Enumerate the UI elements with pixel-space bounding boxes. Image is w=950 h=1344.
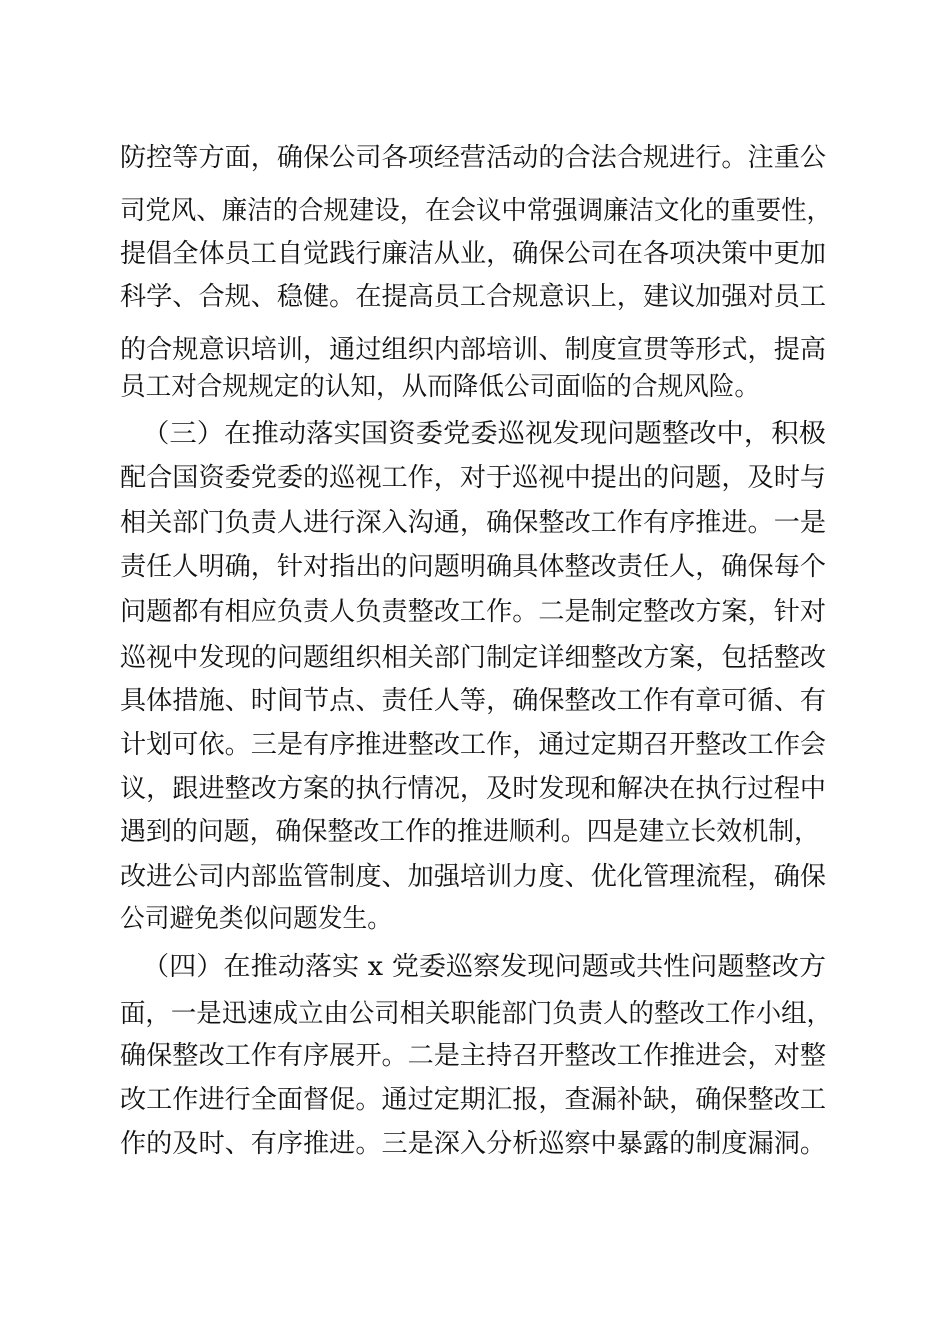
text-line — [0, 855, 950, 899]
text-line — [0, 1078, 950, 1122]
section-3-heading: （三）在推动落实国资委党委巡视发现问题整改中，积极 — [142, 419, 827, 449]
section-heading-line — [0, 945, 950, 989]
text-line — [0, 679, 950, 723]
text-line — [0, 545, 950, 589]
line-text: 责任人明确，针对指出的问题明确具体整改责任人，确保每个 — [120, 552, 827, 582]
line-text: 问题都有相应负责人负责整改工作。二是制定整改方案，针对 — [120, 597, 827, 627]
text-line — [0, 897, 950, 941]
line-text: 改进公司内部监管制度、加强培训力度、优化管理流程，确保 — [120, 862, 827, 892]
line-text: 相关部门负责人进行深入沟通，确保整改工作有序推进。一是 — [120, 508, 827, 538]
text-line — [0, 636, 950, 680]
text-line — [0, 1122, 950, 1166]
text-line — [0, 992, 950, 1036]
text-line — [0, 232, 950, 276]
text-line — [0, 365, 950, 409]
section-4-heading: （四）在推动落实 x 党委巡察发现问题或共性问题整改方 — [142, 952, 826, 982]
line-text: 具体措施、时间节点、责任人等，确保整改工作有章可循、有 — [120, 686, 827, 716]
text-line — [0, 456, 950, 500]
line-text: 计划可依。三是有序推进整改工作，通过定期召开整改工作会 — [120, 730, 827, 760]
section-heading-line — [0, 412, 950, 456]
line-text: 公司避免类似问题发生。 — [120, 904, 392, 934]
line-text: 司党风、廉洁的合规建设，在会议中常强调廉洁文化的重要性， — [120, 196, 832, 226]
text-line — [0, 810, 950, 854]
line-text: 的合规意识培训，通过组织内部培训、制度宣贯等形式，提高 — [120, 335, 827, 365]
line-text: 提倡全体员工自觉践行廉洁从业，确保公司在各项决策中更加 — [120, 239, 827, 269]
line-text: 配合国资委党委的巡视工作，对于巡视中提出的问题，及时与 — [120, 463, 827, 493]
text-line — [0, 723, 950, 767]
line-text: 科学、合规、稳健。在提高员工合规意识上，建议加强对员工 — [120, 282, 827, 312]
line-text: 改工作进行全面督促。通过定期汇报，查漏补缺，确保整改工 — [120, 1085, 827, 1115]
line-text: 遇到的问题，确保整改工作的推进顺利。四是建立长效机制， — [120, 817, 820, 847]
text-line — [0, 501, 950, 545]
line-text: 巡视中发现的问题组织相关部门制定详细整改方案，包括整改 — [120, 643, 827, 673]
line-text: 作的及时、有序推进。三是深入分析巡察中暴露的制度漏洞。 — [120, 1129, 827, 1159]
text-line — [0, 275, 950, 319]
line-text: 防控等方面，确保公司各项经营活动的合法合规进行。注重公 — [120, 143, 827, 173]
line-text: 议，跟进整改方案的执行情况，及时发现和解决在执行过程中 — [120, 774, 827, 804]
text-line — [0, 136, 950, 180]
text-line — [0, 590, 950, 634]
line-text: 确保整改工作有序展开。二是主持召开整改工作推进会，对整 — [120, 1041, 827, 1071]
line-text: 面，一是迅速成立由公司相关职能部门负责人的整改工作小组， — [120, 999, 832, 1029]
text-line — [0, 1034, 950, 1078]
line-text: 员工对合规规定的认知，从而降低公司面临的合规风险。 — [120, 372, 760, 402]
text-line — [0, 767, 950, 811]
text-line — [0, 189, 950, 233]
